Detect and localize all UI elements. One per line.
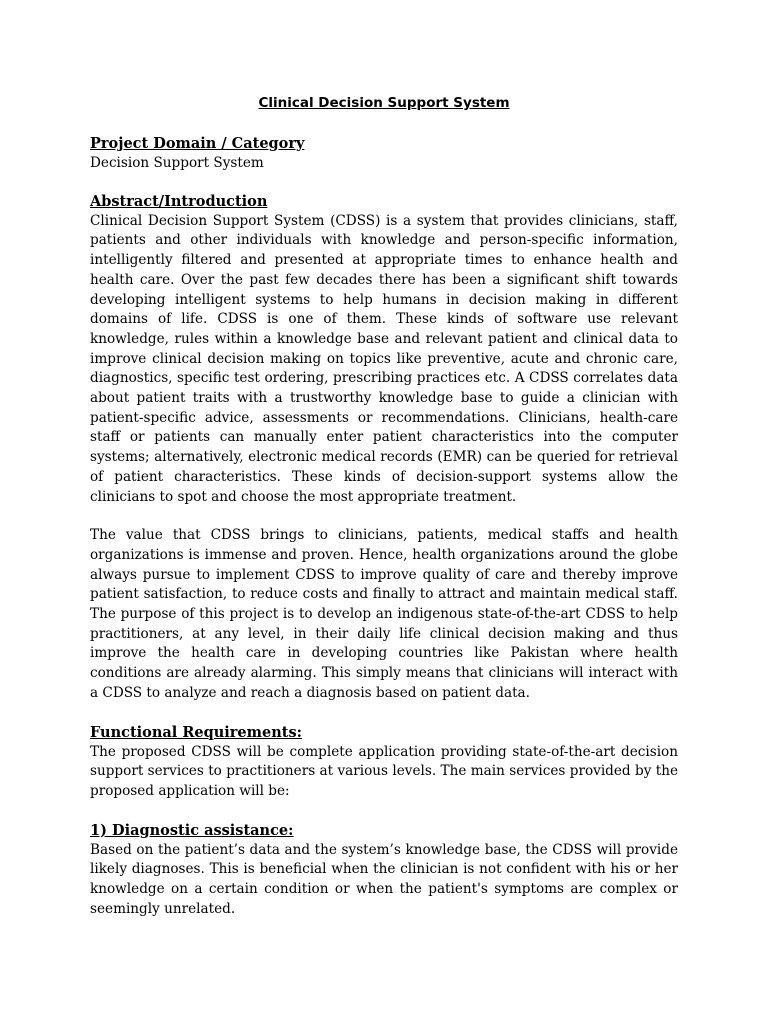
spacer — [90, 174, 678, 192]
project-domain-text: Decision Support System — [90, 155, 264, 171]
diagnostic-assistance-heading: 1) Diagnostic assistance: — [90, 821, 294, 839]
document-title: Clinical Decision Support System — [258, 95, 510, 111]
abstract-heading: Abstract/Introduction — [90, 192, 268, 210]
diagnostic-assistance-text: Based on the patient’s data and the system’s knowledge base, the CDSS will provide likely diagnoses. This is beneficial when the clinician is not confident with his or her knowledge on a certain condition or when the patient's symptoms are complex or seemingly unrelated. — [90, 841, 678, 917]
project-domain-heading: Project Domain / Category — [90, 135, 305, 152]
functional-requirements-heading: Functional Requirements: — [90, 723, 302, 741]
spacer — [90, 802, 678, 821]
abstract-paragraph-2: The value that CDSS brings to clinicians, patients, medical staffs and health organizations is immense and proven. Hence, health organizations around the globe always pursue to implement CDSS to improve quality of care and thereby improve patient satisfaction, to reduce costs and finally to attract and maintain medical staff. The purpose of this project is to develop an indigenous state-of-the-art CDSS to help practitioners, at any level, in their daily life clinical decision making and thus improve the health care in developing countries like Pakistan where health conditions are already alarming. This simply means that clinicians will interact with a CDSS to analyze and reach a diagnosis based on patient data. — [90, 527, 678, 701]
spacer — [90, 507, 678, 526]
functional-requirements-text: The proposed CDSS will be complete application providing state-of-the-art decision support services to practitioners at various levels. The main services provided by the proposed application will be: — [90, 743, 678, 799]
spacer — [90, 704, 678, 723]
abstract-paragraph-1: Clinical Decision Support System (CDSS) is a system that provides clinicians, staff, patients and other individuals with knowledge and person-specific information, intelligently filtered and presented at appropriate times to enhance health and health care. Over the past few decades there has been a significant shift towards developing intelligent systems to help humans in decision making in different domains of life. CDSS is one of them. These kinds of software use relevant knowledge, rules within a knowledge base and relevant patient and clinical data to improve clinical decision making on topics like preventive, acute and chronic care, diagnostics, specific test ordering, prescribing practices etc. A CDSS correlates data about patient traits with a trustworthy knowledge base to guide a clinician with patient-specific advice, assessments or recommendations. Clinicians, health-care staff or patients can manually enter patient characteristics into the computer systems; alternatively, electronic medical records (EMR) can be queried for retrieval of patient characteristics. These kinds of decision-support systems allow the clinicians to spot and choose the most appropriate treatment. — [90, 212, 678, 505]
document-page — [90, 92, 678, 920]
